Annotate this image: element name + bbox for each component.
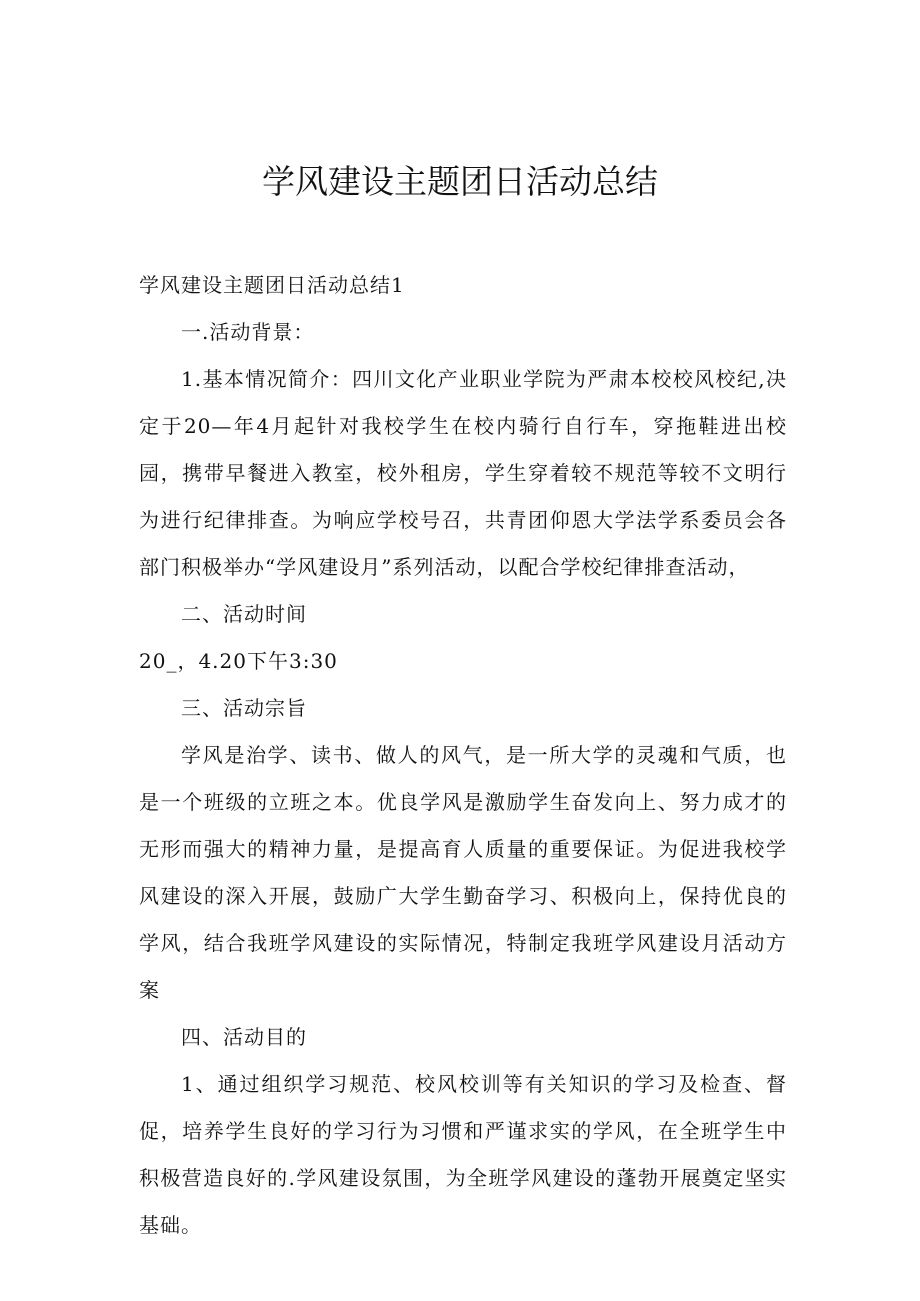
document-body — [139, 262, 787, 1249]
paragraph-basic-situation: 1.基本情况简介：四川文化产业职业学院为严肃本校校风校纪,决定于20—年4月起针对我校学生在校内骑行自行车，穿拖鞋进出校园，携带早餐进入教室，校外租房，学生穿着较不规范等较不文明行为进行纪律排查。为响应学校号召，共青团仰恩大学法学系委员会各部门积极举办“学风建设月”系列活动，以配合学校纪律排查活动， — [139, 367, 787, 579]
section-heading: 学风建设主题团日活动总结1 — [139, 273, 405, 297]
document-title: 学风建设主题团日活动总结 — [262, 162, 658, 201]
subsection-heading-goal: 四、活动目的 — [181, 1025, 307, 1049]
paragraph-goal: 1、通过组织学习规范、校风校训等有关知识的学习及检查、督促，培养学生良好的学习行为习惯和严谨求实的学风，在全班学生中积极营造良好的.学风建设氛围，为全班学风建设的蓬勃开展奠定坚实基础。 — [139, 1072, 787, 1237]
subsection-heading-purpose: 三、活动宗旨 — [181, 696, 307, 720]
subsection-heading-background: 一.活动背景： — [181, 320, 315, 344]
paragraph-time: 20_，4.20下午3:30 — [139, 649, 338, 673]
subsection-heading-time: 二、活动时间 — [181, 602, 307, 626]
paragraph-purpose: 学风是治学、读书、做人的风气，是一所大学的灵魂和气质，也是一个班级的立班之本。优良学风是激励学生奋发向上、努力成才的无形而强大的精神力量，是提高育人质量的重要保证。为促进我校学风建设的深入开展，鼓励广大学生勤奋学习、积极向上，保持优良的学风，结合我班学风建设的实际情况，特制定我班学风建设月活动方案 — [139, 743, 787, 1002]
